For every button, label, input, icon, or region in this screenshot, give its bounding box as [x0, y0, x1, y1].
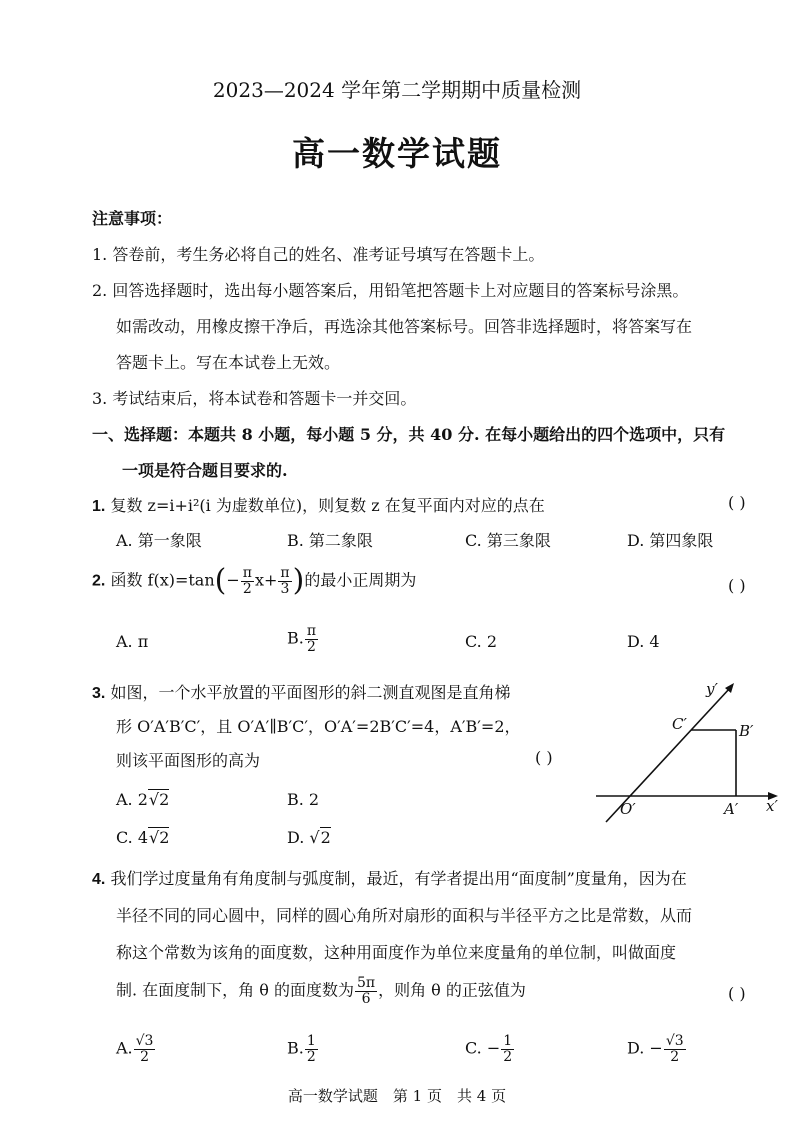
question-2 [92, 563, 417, 599]
q2-option-c: C. 2 [465, 632, 498, 651]
question-4-line3: 称这个常数为该角的面度数，这种用面度作为单位来度量角的单位制，叫做面度 [116, 943, 677, 962]
question-3-line2: 形 O′A′B′C′，且 O′A′∥B′C′，O′A′=2B′C′=4，A′B′=2， [116, 717, 521, 736]
q1-option-c: C. 第三象限 [465, 531, 551, 550]
q1-option-b: B. 第二象限 [287, 531, 373, 550]
q4-option-c: C. − $\frac{1}{2}$ [465, 1033, 513, 1065]
question-text: x+ [254, 570, 278, 590]
fraction: $\frac{\pi}{2}$ [306, 623, 317, 655]
q3-option-c: C. 4√2 [116, 828, 170, 847]
fraction: $\frac{5\pi}{6}$ [356, 975, 376, 1007]
question-text: 我们学过度量角有角度制与弧度制，最近，有学者提出用“面度制”度量角，因为在 [110, 869, 687, 888]
q2-option-a: A. π [116, 632, 149, 651]
q3-option-b: B. 2 [287, 790, 320, 809]
radical: √2 [148, 790, 170, 809]
notice-item-3: 3. 考试结束后，将本试卷和答题卡一并交回。 [92, 389, 417, 408]
page-footer: 高一数学试题 第 1 页 共 4 页 [287, 1087, 507, 1105]
fraction: $\frac{√3}{2}$ [135, 1033, 154, 1065]
question-1 [92, 493, 545, 516]
fraction: $\frac{\pi}{3}$ [280, 565, 290, 597]
label-a-prime: A′ [724, 800, 739, 818]
q3-option-d: D. √2 [287, 828, 331, 847]
label-x-prime: x′ [766, 797, 778, 815]
exam-title: 2023—2024 学年第二学期期中质量检测 [212, 78, 582, 102]
question-number: 3. [92, 685, 106, 702]
question-number: 4. [92, 871, 106, 888]
question-text: 如图，一个水平放置的平面图形的斜二测直观图是直角梯 [110, 683, 511, 702]
fraction: $\frac{\pi}{2}$ [242, 565, 252, 597]
oblique-projection-figure [596, 674, 788, 826]
label-b-prime: B′ [739, 722, 754, 740]
question-4-line2: 半径不同的同心圆中，同样的圆心角所对扇形的面积与半径平方之比是常数，从而 [116, 906, 693, 925]
section-heading: 一、选择题：本题共 8 小题，每小题 5 分，共 40 分. 在每小题给出的四个选项中，只有 [92, 425, 726, 444]
label-o-prime: O′ [620, 800, 636, 818]
notice-item-2: 2. 回答选择题时，选出每小题答案后，用铅笔把答题卡上对应题目的答案标号涂黑。 [92, 281, 689, 300]
question-number: 2. [92, 572, 106, 590]
question-text: 函数 f(x)=tan [110, 570, 215, 590]
answer-bracket: ( ) [728, 493, 746, 512]
fraction: $\frac{1}{2}$ [306, 1033, 316, 1065]
label-c-prime: C′ [672, 715, 687, 733]
radical: √2 [149, 828, 170, 847]
question-text: 的最小正周期为 [304, 570, 417, 590]
notice-item-2-cont2: 答题卡上。写在本试卷上无效。 [116, 353, 341, 372]
label-y-prime: y′ [706, 680, 718, 698]
radical: 2 [320, 828, 331, 847]
section-heading-cont: 一项是符合题目要求的. [122, 461, 288, 480]
subject-title: 高一数学试题 [292, 134, 502, 173]
question-text: 复数 z=i+i²(i 为虚数单位)，则复数 z 在复平面内对应的点在 [110, 496, 545, 515]
question-3-line3: 则该平面图形的高为 [116, 751, 261, 770]
answer-bracket: ( ) [728, 576, 746, 595]
fraction: $\frac{√3}{2}$ [665, 1033, 684, 1065]
question-4 [92, 866, 687, 889]
notice-item-1: 1. 答卷前，考生务必将自己的姓名、准考证号填写在答题卡上。 [92, 245, 545, 264]
notice-heading: 注意事项： [92, 209, 173, 228]
answer-bracket: ( ) [535, 748, 553, 767]
q4-option-a: A. $\frac{√3}{2}$ [116, 1033, 154, 1065]
question-3 [92, 680, 510, 703]
q1-option-a: A. 第一象限 [116, 531, 202, 550]
notice-item-2-cont: 如需改动，用橡皮擦干净后，再选涂其他答案标号。回答非选择题时，将答案写在 [116, 317, 693, 336]
q2-option-d: D. 4 [627, 632, 660, 651]
q4-option-d: D. − $\frac{√3}{2}$ [627, 1033, 684, 1065]
q2-option-b: B. $\frac{\pi}{2}$ [287, 623, 317, 655]
q3-option-a: A. 2√2 [116, 790, 170, 809]
q4-option-b: B. $\frac{1}{2}$ [287, 1033, 316, 1065]
left-paren: ( [214, 563, 227, 599]
q1-option-d: D. 第四象限 [627, 531, 714, 550]
answer-bracket: ( ) [728, 984, 746, 1003]
right-paren: ) [292, 563, 305, 599]
question-number: 1. [92, 498, 106, 515]
fraction: $\frac{1}{2}$ [503, 1033, 513, 1065]
question-4-line4: 制. 在面度制下，角 θ 的面度数为 $\frac{5\pi}{6}$ ，则角 θ 的正弦值为 [116, 975, 526, 1007]
minus-sign: − [226, 570, 240, 590]
